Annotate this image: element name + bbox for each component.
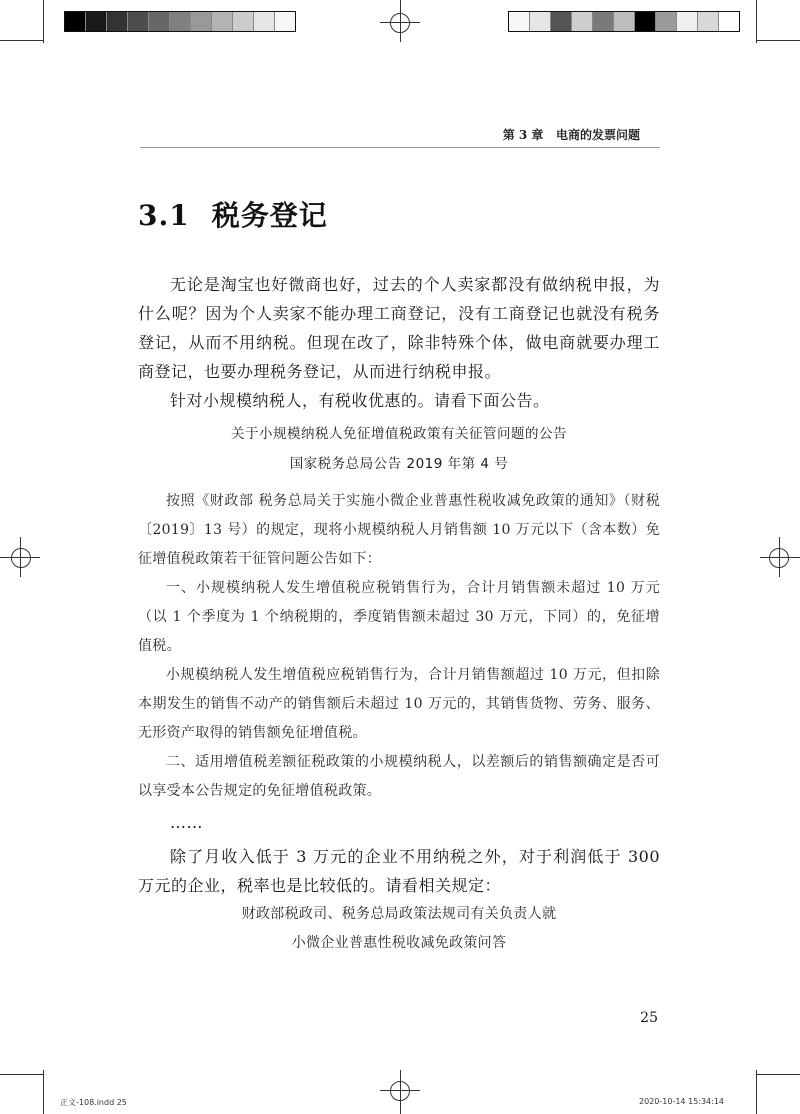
crop-mark bbox=[0, 1074, 43, 1075]
qa-title-line-1: 财政部税政司、税务总局政策法规司有关负责人就 bbox=[241, 906, 557, 922]
print-timestamp: 2020-10-14 15:34:14 bbox=[639, 1097, 724, 1106]
crop-mark bbox=[43, 1070, 44, 1114]
crop-mark bbox=[43, 0, 44, 43]
color-swatch bbox=[211, 12, 232, 31]
notice-title: 关于小规模纳税人免征增值税政策有关征管问题的公告 bbox=[231, 426, 567, 442]
color-swatch bbox=[253, 12, 274, 31]
chapter-number: 第 3 章 bbox=[502, 128, 544, 142]
color-swatch bbox=[65, 12, 85, 31]
crop-mark bbox=[756, 1070, 757, 1114]
color-swatch bbox=[190, 12, 211, 31]
color-swatch bbox=[169, 12, 190, 31]
quote-paragraph-2: 一、小规模纳税人发生增值税应税销售行为，合计月销售额未超过 10 万元（以 1 个季度为 1 个纳税期的，季度销售额未超过 30 万元，下同）的，免征增值税。 bbox=[138, 580, 660, 654]
page-number: 25 bbox=[640, 1010, 658, 1026]
section-title: 税务登记 bbox=[211, 199, 328, 232]
crop-mark bbox=[756, 0, 757, 43]
color-swatch bbox=[127, 12, 148, 31]
color-swatch bbox=[634, 12, 655, 31]
paragraph-intro: 无论是淘宝也好微商也好，过去的个人卖家都没有做纳税申报，为什么呢？因为个人卖家不能办理工商登记，没有工商登记也就没有税务登记，从而不用纳税。但现在改了，除非特殊个体，做电商就要办理工商登记，也要办理税务登记，从而进行纳税申报。 bbox=[138, 275, 660, 381]
color-swatch bbox=[697, 12, 718, 31]
color-swatch bbox=[148, 12, 169, 31]
registration-circle bbox=[11, 548, 31, 568]
color-swatch bbox=[509, 12, 529, 31]
color-swatch bbox=[106, 12, 127, 31]
ellipsis: …… bbox=[170, 813, 203, 832]
crop-mark bbox=[757, 40, 800, 41]
color-swatch bbox=[613, 12, 634, 31]
crop-mark bbox=[0, 40, 43, 41]
color-swatch bbox=[529, 12, 550, 31]
header-rule bbox=[140, 147, 660, 148]
color-swatch bbox=[274, 12, 295, 31]
quote-paragraph-3: 小规模纳税人发生增值税应税销售行为，合计月销售额超过 10 万元，但扣除本期发生的销售不动产的销售额后未超过 10 万元的，其销售货物、劳务、服务、无形资产取得的销售额免征增值税。 bbox=[138, 667, 660, 741]
color-swatch bbox=[571, 12, 592, 31]
file-slug: 正文-108.indd 25 bbox=[60, 1098, 127, 1107]
color-swatch bbox=[232, 12, 253, 31]
section-number: 3.1 bbox=[138, 199, 190, 232]
notice-subtitle: 国家税务总局公告 2019 年第 4 号 bbox=[289, 456, 509, 472]
registration-circle bbox=[390, 1081, 410, 1101]
crop-mark bbox=[757, 1074, 800, 1075]
color-calibration-bar-left bbox=[64, 11, 296, 32]
quote-paragraph-4: 二、适用增值税差额征税政策的小规模纳税人，以差额后的销售额确定是否可以享受本公告规定的免征增值税政策。 bbox=[138, 754, 660, 799]
registration-circle bbox=[390, 13, 410, 33]
paragraph-lead: 针对小规模纳税人，有税收优惠的。请看下面公告。 bbox=[170, 391, 550, 410]
color-swatch bbox=[592, 12, 613, 31]
chapter-title: 电商的发票问题 bbox=[555, 128, 640, 142]
color-swatch bbox=[85, 12, 106, 31]
color-calibration-bar-right bbox=[508, 11, 740, 32]
color-swatch bbox=[655, 12, 676, 31]
color-swatch bbox=[676, 12, 697, 31]
registration-circle bbox=[769, 548, 789, 568]
paragraph-conclusion: 除了月收入低于 3 万元的企业不用纳税之外，对于利润低于 300 万元的企业，税率也是比较低的。请看相关规定： bbox=[138, 847, 660, 895]
color-swatch bbox=[718, 12, 739, 31]
running-header bbox=[503, 126, 640, 143]
section-heading bbox=[138, 194, 328, 234]
quote-paragraph-1: 按照《财政部 税务总局关于实施小微企业普惠性税收减免政策的通知》（财税〔2019〕13 号）的规定，现将小规模纳税人月销售额 10 万元以下（含本数）免征增值税政策若干征管问题公告如下： bbox=[138, 493, 660, 567]
qa-title-line-2: 小微企业普惠性税收减免政策问答 bbox=[291, 935, 507, 951]
color-swatch bbox=[550, 12, 571, 31]
